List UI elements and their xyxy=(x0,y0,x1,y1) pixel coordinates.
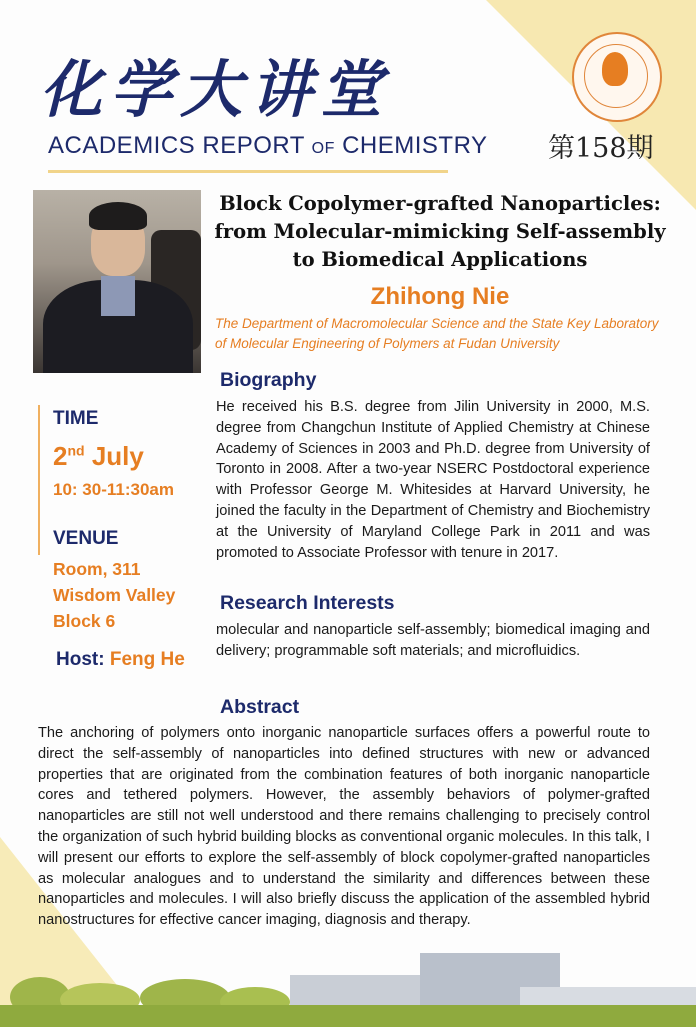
campus-skyline xyxy=(0,937,696,1027)
abstract-text: The anchoring of polymers onto inorganic nanoparticle surfaces offers a powerful route to direct the self-assembly of nanoparticles into defined structures with new or advanced properties that are originated from the combination features of both inorganic nanoparticle cores and tethered polymers. However, the assembly behaviors of polymer-grafted nanoparticles are still not well understood and there remains challenging to precisely control the organization of such hybrid building blocks as conventional organic molecules. In this talk, I will present our efforts to explore the self-assembly of block copolymer-grafted nanoparticles as molecular analogues and to understand the similarity and differences between these nanoparticles and molecules. I will also briefly discuss the application of the assembled hybrid nanostructures for effective cancer imaging, diagnosis and therapy. xyxy=(38,725,650,929)
venue-line-3: Block 6 xyxy=(53,611,116,631)
issue-number: 第158期 xyxy=(548,133,654,164)
subtitle-main: ACADEMICS REPORT xyxy=(48,132,305,159)
date-day: 2 xyxy=(53,441,68,471)
subtitle-of: OF xyxy=(311,140,335,157)
time-label: TIME xyxy=(53,408,99,429)
venue-line-1: Room, 311 xyxy=(53,559,141,579)
research-text: molecular and nanoparticle self-assembly; biomedical imaging and delivery; programmable soft materials; and microfluidics. xyxy=(216,622,650,659)
speaker-name: Zhihong Nie xyxy=(370,283,510,310)
venue-line-2: Wisdom Valley xyxy=(53,585,176,605)
talk-hours: 10: 30-11:30am xyxy=(53,480,174,499)
date-suffix: nd xyxy=(67,442,85,459)
subtitle-end: CHEMISTRY xyxy=(342,132,488,159)
research-heading: Research Interests xyxy=(220,592,395,614)
host-separator: : xyxy=(98,649,110,670)
speaker-affiliation: The Department of Macromolecular Science and the State Key Laboratory of Molecular Engineering of Polymers at Fudan University xyxy=(215,316,659,351)
host-name: Feng He xyxy=(109,649,185,670)
talk-title: Block Copolymer-grafted Nanoparticles: from Molecular-mimicking Self-assembly to Biomedical Applications xyxy=(214,192,666,271)
host xyxy=(56,649,185,671)
biography-text: He received his B.S. degree from Jilin University in 2000, M.S. degree from Changchun Institute of Applied Chemistry at Chinese Academy of Sciences in 2003 and Ph.D. degree from University of Toronto in 2008. After a two-year NSERC Postdoctoral experience with Professor George M. Whitesides at Harvard University, he joined the faculty in the Department of Chemistry and Biochemistry at the University of Maryland College Park in 2011 and was promoted to Associate Professor with tenure in 2017. xyxy=(216,399,650,561)
venue-text xyxy=(53,556,213,634)
host-label: Host xyxy=(56,649,99,670)
ground xyxy=(0,1005,696,1027)
header-rule xyxy=(48,170,448,173)
details-side-bar xyxy=(38,405,40,555)
torch-flame-icon xyxy=(602,52,628,86)
photo-collar xyxy=(101,276,135,316)
speaker-photo xyxy=(33,190,201,373)
photo-hair xyxy=(89,202,147,230)
university-seal-icon xyxy=(572,32,662,122)
calligraphy-title: 化学大讲堂 xyxy=(40,53,391,126)
biography-heading: Biography xyxy=(220,369,317,391)
date-month: July xyxy=(91,441,144,471)
abstract-heading: Abstract xyxy=(220,696,300,718)
venue-label: VENUE xyxy=(53,528,119,549)
series-subtitle xyxy=(48,132,487,160)
talk-date xyxy=(53,441,144,472)
